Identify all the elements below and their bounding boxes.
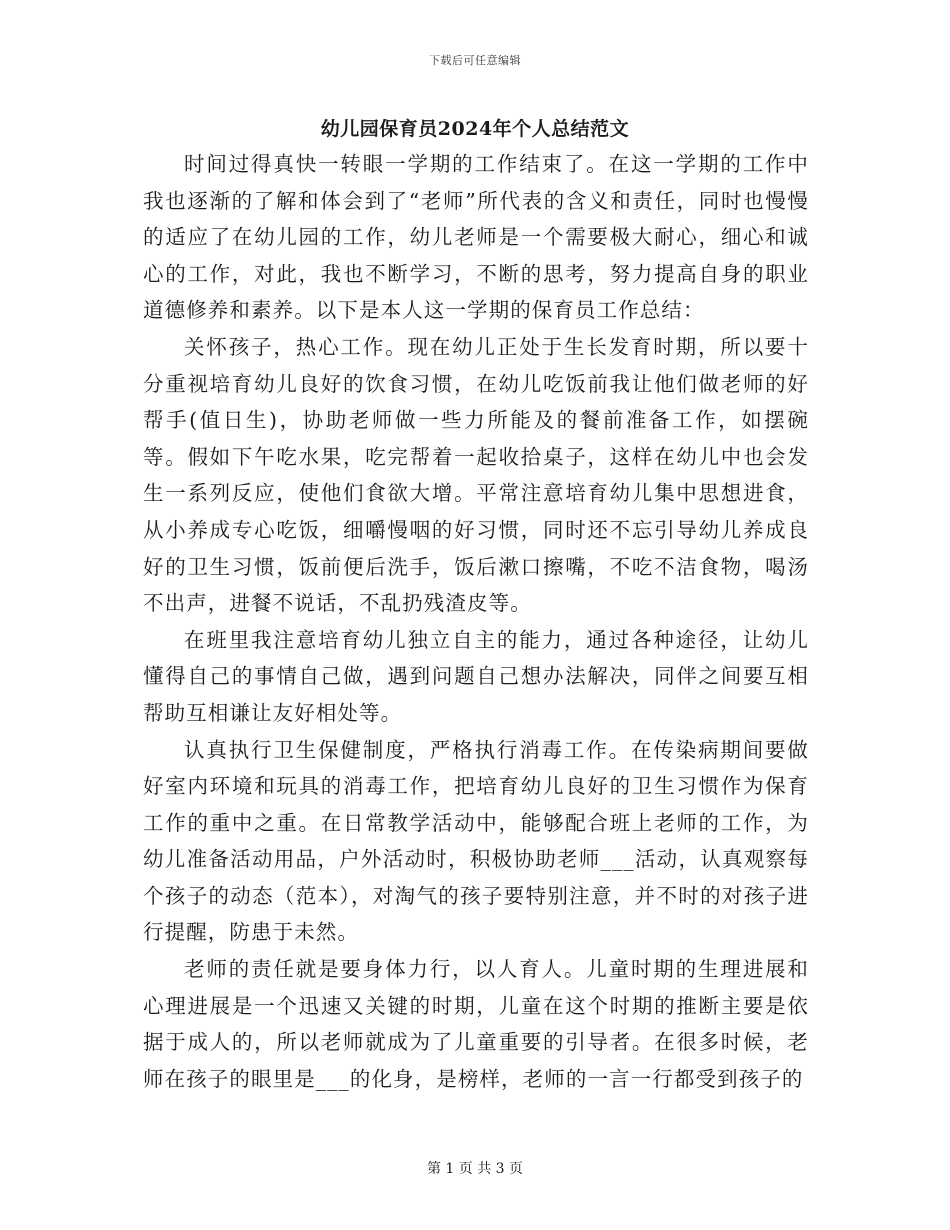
document-body: [143, 146, 809, 1097]
document-title: 幼儿园保育员2024年个人总结范文: [320, 118, 630, 140]
paragraph-responsibility: 老师的责任就是要身体力行，以人育人。儿童时期的生理进展和心理进展是一个迅速又关键的时期，儿童在这个时期的推断主要是依据于成人的，所以老师就成为了儿童重要的引导者。在很多时候，老师在孩子的眼里是___的化身，是榜样，老师的一言一行都受到孩子的: [143, 957, 809, 1091]
paragraph-intro: 时间过得真快一转眼一学期的工作结束了。在这一学期的工作中我也逐渐的了解和体会到了“老师”所代表的含义和责任，同时也慢慢的适应了在幼儿园的工作，幼儿老师是一个需要极大耐心，细心和诚心的工作，对此，我也不断学习，不断的思考，努力提高自身的职业道德修养和素养。以下是本人这一学期的保育员工作总结：: [143, 152, 809, 323]
page-number: 第 1 页 共 3 页: [426, 1161, 524, 1177]
paragraph-care: 关怀孩子，热心工作。现在幼儿正处于生长发育时期，所以要十分重视培育幼儿良好的饮食习惯，在幼儿吃饭前我让他们做老师的好帮手(值日生)，协助老师做一些力所能及的餐前准备工作，如摆碗等。假如下午吃水果，吃完帮着一起收拾桌子，这样在幼儿中也会发生一系列反应，使他们食欲大增。平常注意培育幼儿集中思想进食，从小养成专心吃饭，细嚼慢咽的好习惯，同时还不忘引导幼儿养成良好的卫生习惯，饭前便后洗手，饭后漱口擦嘴，不吃不洁食物，喝汤不出声，进餐不说话，不乱扔残渣皮等。: [143, 334, 809, 616]
page-header-note: 下载后可任意编辑: [429, 54, 521, 67]
paragraph-independence: 在班里我注意培育幼儿独立自主的能力，通过各种途径，让幼儿懂得自己的事情自己做，遇到问题自己想办法解决，同伴之间要互相帮助互相谦让友好相处等。: [143, 627, 809, 725]
paragraph-hygiene: 认真执行卫生保健制度，严格执行消毒工作。在传染病期间要做好室内环境和玩具的消毒工作，把培育幼儿良好的卫生习惯作为保育工作的重中之重。在日常教学活动中，能够配合班上老师的工作，为幼儿准备活动用品，户外活动时，积极协助老师___活动，认真观察每个孩子的动态（范本），对淘气的孩子要特别注意，并不时的对孩子进行提醒，防患于未然。: [143, 737, 809, 945]
